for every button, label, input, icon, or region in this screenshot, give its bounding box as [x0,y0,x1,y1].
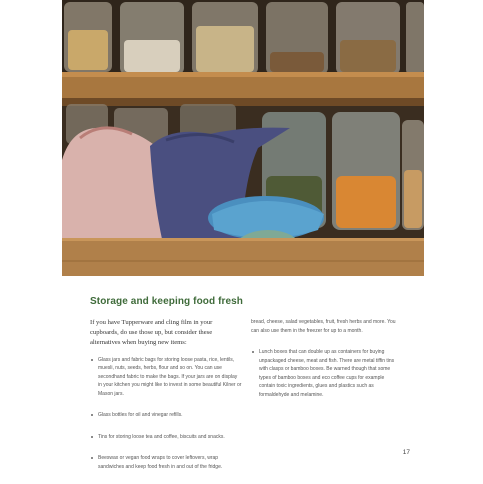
section-heading: Storage and keeping food fresh [90,296,244,307]
continued-paragraph: bread, cheese, salad vegetables, fruit, fresh herbs and more. You can also use them in the freezer for up to a month. [251,319,396,334]
right-column [251,318,397,412]
list-item: Beeswax or vegan food wraps to cover leftovers, wrap sandwiches and keep food fresh in and out of the fridge. [90,454,242,471]
list-item: Glass jars and fabric bags for storing loose pasta, rice, lentils, muesli, nuts, seeds, herbs, flour and so on. You can use secondhand fabric to make the bags. If your jars are on display in your kitchen you might like to invest in some beautiful Kilner or Mason jars. [90,356,242,399]
pantry-photo [62,0,424,276]
intro-paragraph: If you have Tupperware and cling film in your cupboards, do use those up, but consider these alternatives when buying new items: [90,319,213,347]
list-item: Lunch boxes that can double up as containers for buying unpackaged cheese, meat and fish. There are metal tiffin tins with clasps or bamboo boxes. Be warned though that some types of bamboo boxes and eco coffee cups for example contain toxic ingredients, glues and plastics such as formaldehyde and melamine. [251,348,397,399]
list-item: Glass bottles for oil and vinegar refills. [90,411,242,420]
right-bullet-list [251,348,397,399]
left-column [90,318,242,484]
list-item: Tins for storing loose tea and coffee, biscuits and snacks. [90,433,242,442]
left-bullet-list [90,356,242,472]
page-number: 17 [402,449,410,456]
pantry-jars-illustration [62,0,424,276]
